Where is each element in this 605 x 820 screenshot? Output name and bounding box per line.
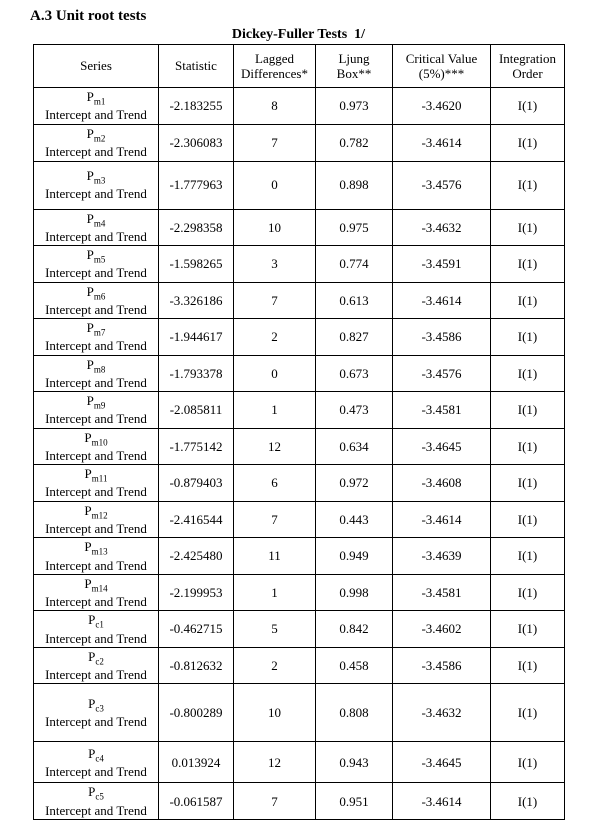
table-row (34, 465, 565, 502)
table-row (34, 282, 565, 319)
series-spec: Intercept and Trend (45, 265, 147, 281)
lagged-differences-cell: 0 (234, 355, 316, 392)
lagged-differences-cell: 1 (234, 574, 316, 611)
series-subscript: m10 (91, 437, 108, 448)
table-header (34, 45, 565, 88)
series-symbol: P (84, 502, 92, 518)
table-row (34, 538, 565, 575)
series-cell (34, 574, 159, 611)
table-row (34, 684, 565, 742)
lagged-differences-cell: 2 (234, 319, 316, 356)
critical-value-cell: -3.4614 (393, 125, 491, 162)
ljung-box-cell: 0.972 (316, 465, 393, 502)
statistic-cell: -2.183255 (159, 88, 234, 125)
table-row (34, 501, 565, 538)
ljung-box-cell: 0.827 (316, 319, 393, 356)
series-symbol: P (88, 612, 96, 628)
critical-value-cell: -3.4645 (393, 428, 491, 465)
series-subscript: m14 (91, 583, 108, 594)
col-header-lagged-differences (234, 45, 316, 88)
ljung-box-cell: 0.782 (316, 125, 393, 162)
series-name (36, 168, 156, 186)
table-row (34, 647, 565, 684)
series-name (36, 126, 156, 144)
series-symbol: P (86, 89, 94, 105)
series-subscript: m13 (91, 546, 108, 557)
lagged-differences-cell: 7 (234, 125, 316, 162)
statistic-cell: -1.944617 (159, 319, 234, 356)
statistic-cell: -1.793378 (159, 355, 234, 392)
col-header-line: Lagged (255, 50, 294, 66)
integration-order-cell: I(1) (491, 684, 565, 742)
series-subscript: m3 (93, 175, 106, 186)
col-header-integration-order (491, 45, 565, 88)
table-row (34, 246, 565, 283)
integration-order-cell: I(1) (491, 611, 565, 648)
statistic-cell: -0.061587 (159, 783, 234, 820)
lagged-differences-cell: 12 (234, 742, 316, 783)
series-cell (34, 319, 159, 356)
ljung-box-cell: 0.975 (316, 209, 393, 246)
integration-order-cell: I(1) (491, 465, 565, 502)
ljung-box-cell: 0.473 (316, 392, 393, 429)
ljung-box-cell: 0.808 (316, 684, 393, 742)
series-name (36, 612, 156, 630)
col-header-line: Integration (498, 50, 557, 66)
lagged-differences-cell: 6 (234, 465, 316, 502)
integration-order-cell: I(1) (491, 246, 565, 283)
series-symbol: P (84, 429, 92, 445)
series-name (36, 357, 156, 375)
series-spec: Intercept and Trend (45, 802, 147, 818)
series-cell (34, 428, 159, 465)
col-header-line: Order (512, 66, 543, 81)
critical-value-cell: -3.4581 (393, 392, 491, 429)
series-spec: Intercept and Trend (45, 186, 147, 202)
col-header-line: Critical Value (405, 50, 478, 66)
series-spec: Intercept and Trend (45, 557, 147, 573)
table-row (34, 742, 565, 783)
series-name (36, 784, 156, 802)
statistic-cell: -0.812632 (159, 647, 234, 684)
series-spec: Intercept and Trend (45, 228, 147, 244)
lagged-differences-cell: 1 (234, 392, 316, 429)
series-name (36, 393, 156, 411)
critical-value-cell: -3.4608 (393, 465, 491, 502)
critical-value-cell: -3.4614 (393, 501, 491, 538)
lagged-differences-cell: 7 (234, 282, 316, 319)
integration-order-cell: I(1) (491, 647, 565, 684)
lagged-differences-cell: 3 (234, 246, 316, 283)
col-header-critical-value (393, 45, 491, 88)
statistic-cell: -2.298358 (159, 209, 234, 246)
series-symbol: P (84, 539, 92, 555)
series-symbol: P (88, 784, 96, 800)
table-header-row (34, 45, 565, 88)
table-title: Dickey-Fuller Tests 1/ (231, 27, 366, 42)
series-name (36, 320, 156, 338)
series-subscript: c2 (95, 656, 104, 667)
ljung-box-cell: 0.673 (316, 355, 393, 392)
critical-value-cell: -3.4576 (393, 355, 491, 392)
ljung-box-cell: 0.443 (316, 501, 393, 538)
series-symbol: P (86, 283, 94, 299)
lagged-differences-cell: 7 (234, 783, 316, 820)
series-name (36, 89, 156, 107)
integration-order-cell: I(1) (491, 125, 565, 162)
series-name (36, 211, 156, 229)
critical-value-cell: -3.4591 (393, 246, 491, 283)
series-subscript: m5 (93, 254, 106, 265)
series-subscript: m8 (93, 364, 106, 375)
series-subscript: m12 (91, 510, 108, 521)
critical-value-cell: -3.4632 (393, 684, 491, 742)
statistic-cell: -1.598265 (159, 246, 234, 283)
critical-value-cell: -3.4576 (393, 161, 491, 209)
lagged-differences-cell: 11 (234, 538, 316, 575)
statistic-cell: -0.462715 (159, 611, 234, 648)
table-row (34, 574, 565, 611)
series-symbol: P (84, 575, 92, 591)
lagged-differences-cell: 0 (234, 161, 316, 209)
series-subscript: m1 (93, 96, 106, 107)
series-subscript: m7 (93, 327, 106, 338)
series-name (36, 503, 156, 521)
series-subscript: m11 (91, 473, 108, 484)
ljung-box-cell: 0.998 (316, 574, 393, 611)
statistic-cell: -1.775142 (159, 428, 234, 465)
series-cell (34, 209, 159, 246)
statistic-cell: -0.800289 (159, 684, 234, 742)
series-cell (34, 282, 159, 319)
col-header-line: Differences* (241, 66, 308, 81)
series-name (36, 649, 156, 667)
series-symbol: P (84, 466, 92, 482)
lagged-differences-cell: 5 (234, 611, 316, 648)
series-name (36, 696, 156, 714)
series-subscript: m9 (93, 400, 106, 411)
series-spec: Intercept and Trend (45, 338, 147, 354)
section-title: A.3 Unit root tests (30, 8, 147, 24)
series-spec: Intercept and Trend (45, 667, 147, 683)
series-cell (34, 392, 159, 429)
statistic-cell: -0.879403 (159, 465, 234, 502)
table-row (34, 392, 565, 429)
series-spec: Intercept and Trend (45, 484, 147, 500)
series-spec: Intercept and Trend (45, 374, 147, 390)
series-name (36, 576, 156, 594)
ljung-box-cell: 0.898 (316, 161, 393, 209)
critical-value-cell: -3.4614 (393, 783, 491, 820)
integration-order-cell: I(1) (491, 282, 565, 319)
table-row (34, 209, 565, 246)
series-name (36, 466, 156, 484)
series-cell (34, 246, 159, 283)
statistic-cell: -2.199953 (159, 574, 234, 611)
dickey-fuller-table (33, 44, 565, 820)
series-cell (34, 125, 159, 162)
ljung-box-cell: 0.973 (316, 88, 393, 125)
series-name (36, 746, 156, 764)
statistic-cell: -2.416544 (159, 501, 234, 538)
series-symbol: P (86, 393, 94, 409)
col-header-line: Series (80, 58, 112, 74)
series-spec: Intercept and Trend (45, 520, 147, 536)
series-cell (34, 684, 159, 742)
lagged-differences-cell: 10 (234, 684, 316, 742)
statistic-cell: 0.013924 (159, 742, 234, 783)
col-header-line: Statistic (175, 58, 217, 74)
critical-value-cell: -3.4586 (393, 647, 491, 684)
series-name (36, 247, 156, 265)
ljung-box-cell: 0.613 (316, 282, 393, 319)
series-symbol: P (86, 356, 94, 372)
series-symbol: P (86, 210, 94, 226)
statistic-cell: -1.777963 (159, 161, 234, 209)
critical-value-cell: -3.4581 (393, 574, 491, 611)
series-cell (34, 611, 159, 648)
integration-order-cell: I(1) (491, 319, 565, 356)
series-cell (34, 647, 159, 684)
integration-order-cell: I(1) (491, 428, 565, 465)
series-spec: Intercept and Trend (45, 594, 147, 610)
integration-order-cell: I(1) (491, 501, 565, 538)
integration-order-cell: I(1) (491, 355, 565, 392)
critical-value-cell: -3.4645 (393, 742, 491, 783)
integration-order-cell: I(1) (491, 783, 565, 820)
table-row (34, 428, 565, 465)
series-symbol: P (86, 126, 94, 141)
critical-value-cell: -3.4586 (393, 319, 491, 356)
table-row (34, 161, 565, 209)
series-spec: Intercept and Trend (45, 630, 147, 646)
series-symbol: P (88, 648, 96, 664)
ljung-box-cell: 0.458 (316, 647, 393, 684)
table-block (33, 27, 564, 820)
ljung-box-cell: 0.774 (316, 246, 393, 283)
ljung-box-cell: 0.949 (316, 538, 393, 575)
lagged-differences-cell: 7 (234, 501, 316, 538)
lagged-differences-cell: 10 (234, 209, 316, 246)
statistic-cell: -2.306083 (159, 125, 234, 162)
col-header-line: (5%)*** (418, 66, 465, 81)
table-row (34, 125, 565, 162)
series-symbol: P (88, 696, 96, 712)
series-spec: Intercept and Trend (45, 714, 147, 730)
series-cell (34, 88, 159, 125)
statistic-cell: -2.425480 (159, 538, 234, 575)
series-symbol: P (86, 168, 94, 184)
critical-value-cell: -3.4639 (393, 538, 491, 575)
integration-order-cell: I(1) (491, 161, 565, 209)
lagged-differences-cell: 2 (234, 647, 316, 684)
table-body (34, 88, 565, 820)
series-name (36, 284, 156, 302)
series-cell (34, 355, 159, 392)
series-spec: Intercept and Trend (45, 301, 147, 317)
critical-value-cell: -3.4602 (393, 611, 491, 648)
series-subscript: m2 (93, 133, 106, 144)
series-spec: Intercept and Trend (45, 144, 147, 160)
series-subscript: c5 (95, 792, 104, 803)
series-spec: Intercept and Trend (45, 763, 147, 779)
series-spec: Intercept and Trend (45, 447, 147, 463)
series-spec: Intercept and Trend (45, 107, 147, 123)
table-row (34, 611, 565, 648)
ljung-box-cell: 0.842 (316, 611, 393, 648)
critical-value-cell: -3.4614 (393, 282, 491, 319)
lagged-differences-cell: 8 (234, 88, 316, 125)
col-header-line: Box** (336, 66, 372, 81)
statistic-cell: -3.326186 (159, 282, 234, 319)
series-cell (34, 783, 159, 820)
series-cell (34, 501, 159, 538)
series-subscript: c1 (95, 619, 104, 630)
integration-order-cell: I(1) (491, 88, 565, 125)
ljung-box-cell: 0.951 (316, 783, 393, 820)
ljung-box-cell: 0.943 (316, 742, 393, 783)
integration-order-cell: I(1) (491, 742, 565, 783)
table-row (34, 319, 565, 356)
series-subscript: m6 (93, 291, 106, 302)
table-row (34, 88, 565, 125)
series-subscript: m4 (93, 218, 106, 229)
series-spec: Intercept and Trend (45, 411, 147, 427)
col-header-series (34, 45, 159, 88)
series-symbol: P (86, 247, 94, 263)
statistic-cell: -2.085811 (159, 392, 234, 429)
lagged-differences-cell: 12 (234, 428, 316, 465)
col-header-line: Ljung (338, 50, 370, 66)
series-cell (34, 161, 159, 209)
integration-order-cell: I(1) (491, 574, 565, 611)
series-cell (34, 465, 159, 502)
series-cell (34, 538, 159, 575)
ljung-box-cell: 0.634 (316, 428, 393, 465)
integration-order-cell: I(1) (491, 392, 565, 429)
series-subscript: c3 (95, 703, 104, 714)
col-header-statistic (159, 45, 234, 88)
series-name (36, 430, 156, 448)
series-name (36, 539, 156, 557)
integration-order-cell: I(1) (491, 209, 565, 246)
critical-value-cell: -3.4632 (393, 209, 491, 246)
series-symbol: P (88, 745, 96, 761)
series-subscript: c4 (95, 753, 104, 764)
col-header-ljung-box (316, 45, 393, 88)
integration-order-cell: I(1) (491, 538, 565, 575)
table-row (34, 783, 565, 820)
series-symbol: P (86, 320, 94, 336)
table-row (34, 355, 565, 392)
series-cell (34, 742, 159, 783)
critical-value-cell: -3.4620 (393, 88, 491, 125)
